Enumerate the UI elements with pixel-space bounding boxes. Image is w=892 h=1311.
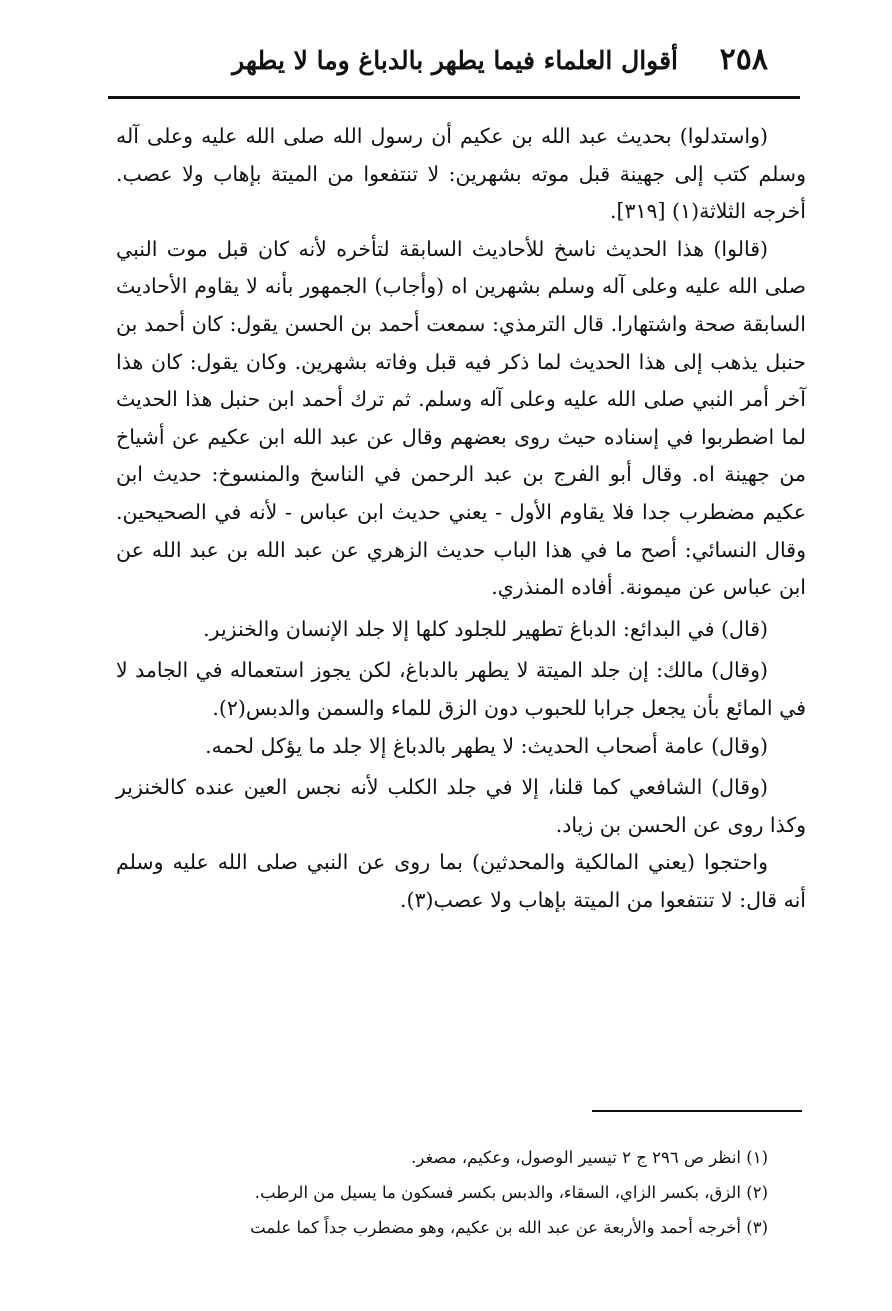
running-title: أقوال العلماء فيما يطهر بالدباغ وما لا يطهر xyxy=(232,46,678,75)
footnote-rule xyxy=(592,1110,802,1112)
paragraph-abrogation-claim: (قالوا) هذا الحديث ناسخ للأحاديث السابقة لتأخره لأنه كان قبل موت النبي صلى الله عليه وعلى آله وسلم بشهرين اه (وأجاب) الجمهور بأنه لا يقاوم الأحاديث السابقة صحة واشتهارا. قال الترمذي: سمعت أحمد بن الحسن يقول: كان أحمد بن حنبل يذهب إلى هذا الحديث لما ذكر فيه قبل وفاته بشهرين. وكان يقول: كان هذا آخر أمر النبي صلى الله عليه وعلى آله وسلم. ثم ترك أحمد ابن حنبل هذا الحديث لما اضطربوا في إسناده حيث روى بعضهم وقال عن عبد الله ابن عكيم عن أشياخ من جهينة اه. وقال أبو الفرج بن عبد الرحمن في الناسخ والمنسوخ: حديث ابن عكيم مضطرب جدا فلا يقاوم الأول - يعني حديث ابن عباس - لأنه في الصحيحين. وقال النسائي: أصح ما في هذا الباب حديث الزهري عن عبد الله بن عبد الله عن ابن عباس عن ميمونة. أفاده المنذري. xyxy=(116,236,806,600)
footnotes xyxy=(116,1140,768,1245)
paragraph-malikiyya-evidence: واحتجوا (يعني المالكية والمحدثين) بما روى عن النبي صلى الله عليه وسلم أنه قال: لا تنتفعوا من الميتة بإهاب ولا عصب(٣). xyxy=(116,850,806,912)
page-number: ٢٥٨ xyxy=(719,42,768,77)
paragraph-ahl-al-hadith: (وقال) عامة أصحاب الحديث: لا يطهر بالدباغ إلا جلد ما يؤكل لحمه. xyxy=(205,733,768,758)
page-header xyxy=(108,38,768,90)
main-text xyxy=(116,118,806,919)
paragraph-shafii: (وقال) الشافعي كما قلنا، إلا في جلد الكلب لأنه نجس العين عنده كالخنزير وكذا روى عن الحسن بن زياد. xyxy=(116,775,806,837)
paragraph-badai: (قال) في البدائع: الدباغ تطهير للجلود كلها إلا جلد الإنسان والخنزير. xyxy=(203,616,768,641)
header-rule xyxy=(108,96,800,99)
footnote-1: (١) انظر ص ٢٩٦ ج ٢ تيسير الوصول، وعكيم، مصغر. xyxy=(411,1148,768,1167)
paragraph-hadith-ibn-ukaym: (واستدلوا) بحديث عبد الله بن عكيم أن رسول الله صلى الله عليه وعلى آله وسلم كتب إلى جهينة قبل موته بشهرين: لا تنتفعوا من الميتة بإهاب ولا عصب. أخرجه الثلاثة(١) [٣١٩]. xyxy=(116,124,806,224)
footnote-2: (٢) الزق، بكسر الزاي، السقاء، والدبس بكسر فسكون ما يسيل من الرطب. xyxy=(254,1183,768,1202)
footnote-3: (٣) أخرجه أحمد والأربعة عن عبد الله بن عكيم، وهو مضطرب جداً كما علمت xyxy=(250,1218,768,1237)
paragraph-malik: (وقال) مالك: إن جلد الميتة لا يطهر بالدباغ، لكن يجوز استعماله في الجامد لا في المائع بأن يجعل جرابا للحبوب دون الزق للماء والسمن والدبس(٢). xyxy=(116,658,806,720)
